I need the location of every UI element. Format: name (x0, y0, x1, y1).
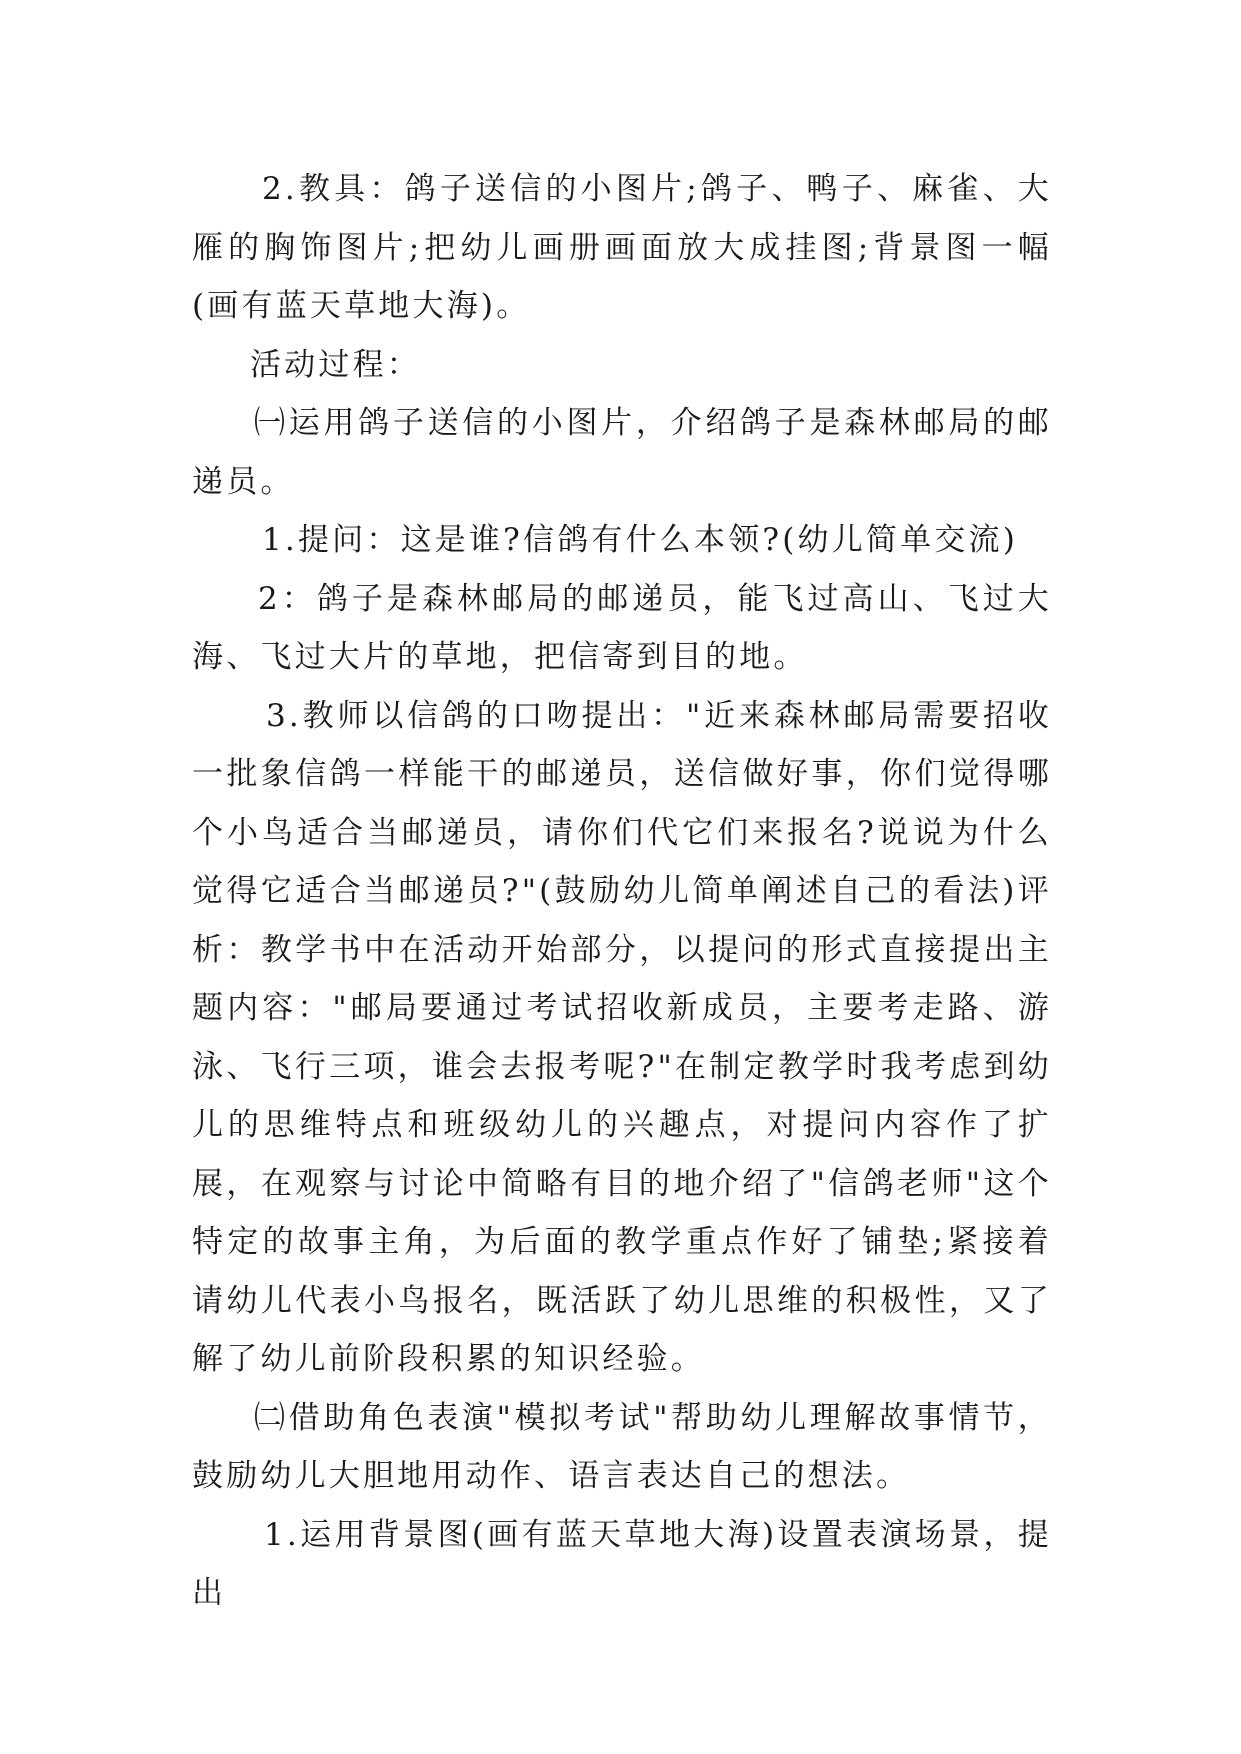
paragraph-background-scene: 1.运用背景图(画有蓝天草地大海)设置表演场景，提出 (192, 1516, 1052, 1611)
paragraph-point-two: 2：鸽子是森林邮局的邮递员，能飞过高山、飞过大海、飞过大片的草地，把信寄到目的地。 (192, 580, 1052, 675)
paragraph-activity-process-heading: 活动过程： (250, 346, 421, 383)
document-body (192, 160, 1052, 1623)
paragraph-section-one: ㈠运用鸽子送信的小图片，介绍鸽子是森林邮局的邮递员。 (192, 405, 1052, 500)
paragraph-teaching-aids: 2.教具：鸽子送信的小图片;鸽子、鸭子、麻雀、大雁的胸饰图片;把幼儿画册画面放大成挂图;背景图一幅(画有蓝天草地大海)。 (192, 171, 1052, 324)
paragraph-question-one: 1.提问：这是谁?信鸽有什么本领?(幼儿简单交流) (262, 522, 1019, 558)
paragraph-point-three-analysis: 3.教师以信鸽的口吻提出："近来森林邮局需要招收一批象信鸽一样能干的邮递员，送信做好事，你们觉得哪个小鸟适合当邮递员，请你们代它们来报名?说说为什么觉得它适合当邮递员?"(鼓励幼儿简单阐述自己的看法)评析：教学书中在活动开始部分，以提问的形式直接提出主题内容："邮局要通过考试招收新成员，主要考走路、游泳、飞行三项，谁会去报考呢?"在制定教学时我考虑到幼儿的思维特点和班级幼儿的兴趣点，对提问内容作了扩展，在观察与讨论中简略有目的地介绍了"信鸽老师"这个特定的故事主角，为后面的教学重点作好了铺垫;紧接着请幼儿代表小鸟报名，既活跃了幼儿思维的积极性，又了解了幼儿前阶段积累的知识经验。 (192, 697, 1052, 1377)
paragraph-section-two: ㈡借助角色表演"模拟考试"帮助幼儿理解故事情节，鼓励幼儿大胆地用动作、语言表达自己的想法。 (192, 1399, 1052, 1494)
